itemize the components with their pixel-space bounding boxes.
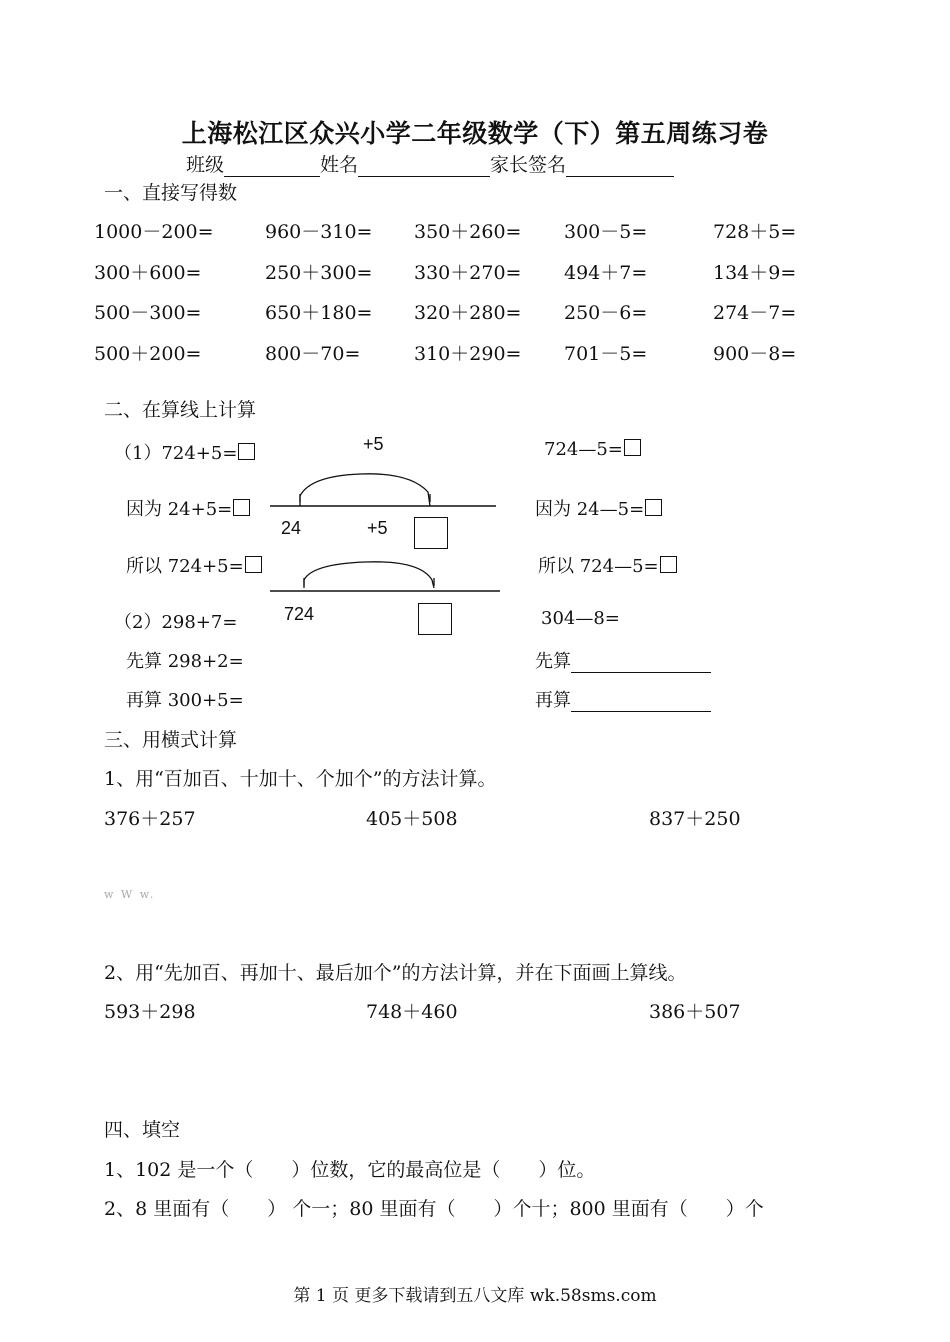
equation: 300－5=: [564, 221, 648, 243]
answer-blank[interactable]: [571, 653, 711, 673]
q2-right: 304—8=: [541, 608, 620, 629]
then-step-left: 再算 300+5=: [126, 690, 244, 711]
section2-heading: 二、在算线上计算: [104, 399, 257, 421]
section3-prompt-2: 2、用“先加百、再加十、最后加个”的方法计算，并在下面画上算线。: [104, 962, 687, 984]
problem: 405＋508: [366, 808, 458, 830]
parent-sign-blank[interactable]: [566, 157, 674, 177]
plus5-label: +5: [363, 434, 384, 454]
equation: 500＋200=: [94, 343, 202, 365]
equation: 728＋5=: [713, 221, 797, 243]
first-step-right-label: 先算: [535, 651, 571, 672]
jump-arc: [304, 562, 434, 588]
jump-arc: [300, 474, 430, 506]
parent-sign-label: 家长签名: [490, 154, 567, 176]
because-right: [535, 495, 662, 521]
class-field: [186, 150, 674, 177]
equation: 330＋270=: [414, 262, 522, 284]
line1-start-label: 24: [281, 518, 302, 538]
equation: 300＋600=: [94, 262, 202, 284]
equation: 650＋180=: [265, 302, 373, 324]
line2-start-label: 724: [284, 604, 315, 624]
q2-left: （2）298+7=: [114, 612, 238, 633]
section1-heading: 一、直接写得数: [104, 182, 238, 204]
equation: 250－6=: [564, 302, 648, 324]
equation: 274－7=: [713, 302, 797, 324]
answer-box[interactable]: [414, 517, 448, 549]
page-footer: 第 1 页 更多下载请到五八文库 wk.58sms.com: [293, 1286, 657, 1306]
answer-box[interactable]: [660, 556, 677, 573]
line1-plus-label: +5: [367, 518, 388, 538]
problem: 593＋298: [104, 1001, 196, 1023]
watermark: w W w.: [104, 888, 156, 901]
equation: 310＋290=: [414, 343, 522, 365]
answer-box[interactable]: [233, 499, 250, 516]
so-right: [538, 552, 677, 578]
so-right-text: 所以 724—5=: [538, 556, 659, 577]
first-step-left: 先算 298+2=: [126, 651, 244, 672]
name-blank[interactable]: [358, 157, 490, 177]
equation: 250＋300=: [265, 262, 373, 284]
problem: 376＋257: [104, 808, 196, 830]
problem: 386＋507: [649, 1001, 741, 1023]
then-step-right-label: 再算: [535, 690, 571, 711]
class-blank[interactable]: [224, 157, 320, 177]
problem: 837＋250: [649, 808, 741, 830]
answer-blank[interactable]: [571, 692, 711, 712]
page-title: 上海松江区众兴小学二年级数学（下）第五周练习卷: [181, 119, 769, 148]
fill-question-1: 1、102 是一个（ ）位数，它的最高位是（ ）位。: [104, 1159, 596, 1181]
answer-box[interactable]: [624, 439, 641, 456]
equation: 500－300=: [94, 302, 202, 324]
equation: 960－310=: [265, 221, 373, 243]
q1-right-text: 724—5=: [544, 439, 623, 460]
because-right-text: 因为 24—5=: [535, 499, 645, 520]
first-step-right: [535, 647, 711, 673]
answer-box[interactable]: [418, 603, 452, 635]
section4-heading: 四、填空: [104, 1119, 181, 1141]
number-line-2: [270, 556, 510, 596]
answer-box[interactable]: [238, 443, 255, 460]
q1-right: [544, 439, 641, 460]
equation: 701－5=: [564, 343, 648, 365]
fill-question-2: 2、8 里面有（ ） 个一；80 里面有（ ）个十；800 里面有（ ）个: [104, 1198, 764, 1220]
answer-box[interactable]: [245, 556, 262, 573]
class-label: 班级: [186, 154, 225, 176]
number-line-1: [270, 470, 510, 520]
section3-heading: 三、用横式计算: [104, 729, 238, 751]
so-left: [126, 552, 262, 578]
so-left-text: 所以 724+5=: [126, 556, 244, 577]
section3-prompt-1: 1、用“百加百、十加十、个加个”的方法计算。: [104, 768, 497, 790]
because-left-text: 因为 24+5=: [126, 499, 233, 520]
q1-left-text: （1）724+5=: [114, 443, 238, 464]
then-step-right: [535, 686, 711, 712]
name-label: 姓名: [320, 154, 359, 176]
equation: 134＋9=: [713, 262, 797, 284]
equation: 1000－200=: [94, 221, 214, 243]
equation: 320＋280=: [414, 302, 522, 324]
because-left: [126, 495, 250, 521]
equation: 350＋260=: [414, 221, 522, 243]
equation: 494＋7=: [564, 262, 648, 284]
answer-box[interactable]: [645, 499, 662, 516]
equation: 800－70=: [265, 343, 361, 365]
equation: 900－8=: [713, 343, 797, 365]
q1-left: [114, 439, 255, 465]
problem: 748＋460: [366, 1001, 458, 1023]
